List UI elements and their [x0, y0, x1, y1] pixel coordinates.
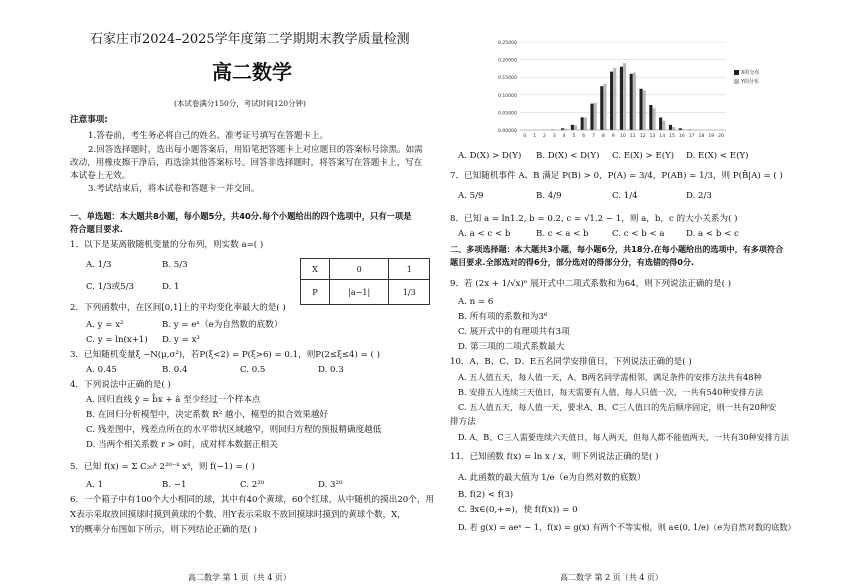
y-tick-label: 0.05000 [498, 111, 517, 117]
x-tick-label: 20 [718, 134, 725, 139]
y-tick-label: 0.20000 [498, 58, 517, 64]
page-footer: 高二数学 第 2 页（共 4 页） [560, 573, 663, 582]
y-tick-label: 0.15000 [498, 76, 517, 82]
x-tick-label: 8 [601, 134, 605, 139]
q2-option-c: C. y = ln(x+1) [86, 335, 148, 345]
page-2 [450, 0, 796, 588]
bar-x [659, 118, 662, 130]
question-3: 3．已知随机变量ξ ~N(μ,σ²)，若P(ξ<2) = P(ξ>6) = 0.1，则P(2≤ξ≤4) = ( ) [70, 350, 380, 360]
x-tick-label: 1 [533, 134, 537, 139]
section1-heading-cont: 符合题目要求. [70, 224, 123, 234]
table-cell: X [301, 259, 330, 280]
bar-x [610, 72, 613, 130]
question-4: 4．下列说法中正确的是( ) [70, 380, 171, 390]
x-tick-label: 7 [592, 134, 596, 139]
q1-option-c: C. 1/3或5/3 [86, 282, 134, 292]
q1-option-d: D. 1 [162, 282, 180, 292]
bar-y [652, 108, 655, 130]
x-tick-label: 11 [629, 134, 636, 139]
y-tick-label: 0.10000 [498, 93, 517, 99]
bar-x [630, 74, 633, 130]
bar-y [584, 117, 587, 130]
q8-option-a: A. a < c < b [458, 229, 511, 239]
x-tick-label: 12 [639, 134, 646, 139]
q1-option-a: A. 1/3 [86, 260, 112, 270]
q2-option-a: A. y = x² [86, 320, 124, 330]
bar-x [669, 125, 672, 130]
q4-option-a: A. 回归直线 ŷ = b̂x + â 至少经过一个样本点 [86, 395, 261, 405]
question-1: 1．以下是某离散随机变量的分布列，则实数 a=( ) [70, 240, 264, 250]
q11-option-a: A. 此函数的最大值为 1/e（e为自然对数的底数） [458, 473, 646, 483]
x-tick-label: 14 [659, 134, 666, 139]
question-6-line: Y的概率分布图如下所示，则下列结论正确的是( ) [70, 525, 257, 535]
q6-option-b: B. D(X) < D(Y) [536, 151, 600, 161]
q10-option-b: B. 安排五人连续三天值日，每天需要有人值，每人只值一次，一共有540种安排方法 [458, 387, 764, 397]
q10-option-a: A. 五人值五天，每人值一天，A、B两名同学需相邻，满足条件的安排方法共有48种 [458, 372, 762, 382]
notice-line: 2.回答选择题时，选出每小题答案后，用铅笔把答题卡上对应题目的答案标号涂黑。如需 [88, 145, 423, 155]
exam-info: (本试卷满分150分，考试时间120分钟) [174, 99, 306, 108]
bar-x [620, 67, 623, 130]
q7-option-d: D. 2/3 [686, 191, 712, 201]
q9-option-b: B. 所有项的系数和为3⁶ [458, 312, 548, 322]
x-tick-label: 3 [552, 134, 556, 139]
table-cell: 1 [389, 259, 430, 280]
distribution-bar-chart [480, 36, 780, 144]
q3-option-a: A. 0.45 [86, 365, 117, 375]
x-tick-label: 5 [572, 134, 576, 139]
q6-option-c: C. E(X) > E(Y) [612, 151, 675, 161]
q7-option-b: B. 4/9 [536, 191, 562, 201]
legend-label: X的分布 [741, 70, 760, 76]
legend-swatch [734, 79, 739, 84]
q11-option-b: B. f(2) < f(3) [458, 490, 514, 500]
q10-option-c: C. 五人值五天，每人值一天，要求A、B、C三人值日的先后顺序固定，则一共有20种安 [458, 402, 777, 412]
q7-option-a: A. 5/9 [458, 191, 484, 201]
q6-option-d: D. E(X) < E(Y) [686, 151, 749, 161]
q8-option-c: C. c < b < a [612, 229, 665, 239]
y-tick-label: 0.00000 [498, 129, 517, 134]
table-cell: 0 [329, 259, 389, 280]
x-tick-label: 18 [698, 134, 705, 139]
q8-option-d: D. a < b < c [686, 229, 739, 239]
distribution-table [300, 258, 430, 305]
question-2: 2．下列函数中，在区间[0,1]上的平均变化率最大的是( ) [70, 303, 286, 313]
notice-line: 改动，用橡皮擦干净后，再选涂其他答案标号。回答非选择题时，将答案写在答题卡上，写在 [70, 158, 423, 168]
table-cell: |a−1| [329, 280, 389, 305]
q3-option-d: D. 0.3 [318, 365, 344, 375]
x-tick-label: 13 [649, 134, 656, 139]
x-tick-label: 4 [562, 134, 566, 139]
bar-x [649, 105, 652, 130]
q10-option-c-cont: 排方法 [450, 417, 476, 427]
legend-label: Y的分布 [741, 79, 760, 85]
question-6-line: 6．一个箱子中有100个大小相同的球，其中有40个黄球，60个红球，从中随机的摸出20个，用 [70, 495, 435, 505]
notice-line: 3.考试结束后，将本试卷和答题卡一并交回。 [88, 184, 260, 194]
x-tick-label: 0 [523, 134, 527, 139]
notice-line: 本试卷上无效。 [70, 171, 131, 181]
x-tick-label: 2 [543, 134, 546, 139]
q6-option-a: A. D(X) > D(Y) [458, 151, 522, 161]
q5-option-a: A. 1 [86, 480, 104, 490]
page-1 [70, 0, 435, 588]
q11-option-c: C. ∃x∈(0,+∞)，使 f(f(x)) = 0 [458, 505, 578, 515]
bar-y [643, 90, 646, 130]
x-tick-label: 6 [582, 134, 586, 139]
bar-x [581, 117, 584, 130]
question-7: 7．已知随机事件 A、B 满足 P(B) > 0，P(A) = 3/4，P(AB) = 1/3，则 P(B̄|A) = ( ) [450, 171, 783, 181]
bar-y [613, 68, 616, 130]
bar-y [603, 84, 606, 130]
section2-heading: 二、多项选择题：本大题共3小题，每小题6分，共18分.在每小题给出的选项中，有多项符合 [450, 244, 784, 254]
q9-option-d: D. 第三项的二项式系数最大 [458, 342, 565, 352]
exam-header-title: 石家庄市2024–2025学年度第二学期期末教学质量检测 [90, 32, 410, 47]
bar-y [672, 127, 675, 130]
bar-y [574, 125, 577, 130]
q4-option-d: D. 当两个相关系数 r > 0时，成对样本数据正相关 [86, 440, 278, 450]
x-tick-label: 10 [620, 134, 626, 139]
bar-y [633, 73, 636, 130]
bar-y [662, 121, 665, 130]
q2-option-d: D. y = x³ [162, 335, 200, 345]
notice-line: 1.答卷前，考生务必将自己的姓名、准考证号填写在答题卡上。 [88, 131, 329, 141]
question-8: 8．已知 a = ln1.2, b = 0.2, c = √1.2 − 1，则 a，b，c 的大小关系为( ) [450, 214, 738, 224]
question-11: 11．已知函数 f(x) = ln x / x，则下列说法正确的是( ) [450, 452, 659, 462]
q5-option-b: B. −1 [162, 480, 187, 490]
bar-x [571, 125, 574, 130]
question-6-line: X表示采取放回摸球时摸到黄球的个数，用Y表示采取不放回摸球时摸到的黄球个数，X， [70, 510, 406, 520]
section1-heading: 一、单选题：本大题共8小题，每小题5分，共40分.每个小题给出的四个选项中，只有一项是 [70, 211, 412, 221]
question-10: 10．A、B、C、D、E五名同学安排值日，下列说法正确的是( ) [450, 357, 692, 367]
q5-option-c: C. 2²⁰ [240, 480, 265, 490]
bar-x [590, 104, 593, 130]
bar-x [600, 86, 603, 130]
x-tick-label: 17 [688, 134, 695, 139]
q4-option-b: B. 在回归分析模型中，决定系数 R² 越小，模型的拟合效果越好 [86, 410, 329, 420]
y-tick-label: 0.25000 [498, 41, 517, 46]
page-footer: 高二数学 第 1 页（共 4 页） [188, 573, 291, 582]
x-tick-label: 16 [678, 134, 685, 139]
q9-option-c: C. 展开式中的有理项共有3项 [458, 327, 570, 337]
question-9: 9．若 (2x + 1/√x)ⁿ 展开式中二项式系数和为64，则下列说法正确的是( ) [450, 279, 732, 289]
q3-option-c: C. 0.5 [240, 365, 266, 375]
q10-option-d: D. A、B、C三人需要连续六天值日，每人两天，但每人都不能值两天，一共有30种安排方法 [458, 432, 790, 442]
q1-option-b: B. 5/3 [162, 260, 188, 270]
x-tick-label: 9 [611, 134, 615, 139]
q5-option-d: D. 3²⁰ [318, 480, 343, 490]
subject-title: 高二数学 [212, 60, 292, 84]
notice-heading: 注意事项: [70, 115, 108, 125]
section2-heading-cont: 题目要求.全部选对的得6分，部分选对的得部分分，有选错的得0分. [450, 257, 695, 267]
q2-option-b: B. y = eˣ（e为自然数的底数） [162, 320, 283, 330]
q11-option-d: D. 若 g(x) = aeˣ − 1，f(x) = g(x) 有两个不等实根，则 a∈(0, 1/e)（e为自然对数的底数） [458, 522, 796, 532]
table-cell: P [301, 280, 330, 305]
bar-y [594, 103, 597, 130]
bar-x [639, 89, 642, 130]
table-cell: 1/3 [389, 280, 430, 305]
q3-option-b: B. 0.4 [162, 365, 188, 375]
q4-option-c: C. 残差图中，残差点所在的水平带状区域越窄，则回归方程的预报精确度越低 [86, 425, 382, 435]
legend-swatch [734, 70, 739, 75]
bar-y [623, 63, 626, 130]
x-tick-label: 19 [708, 134, 715, 139]
x-tick-label: 15 [669, 134, 675, 139]
q7-option-c: C. 1/4 [612, 191, 638, 201]
q9-option-a: A. n = 6 [458, 297, 494, 307]
question-5: 5．已知 f(x) = Σ C₂₀ᵏ 2²⁰⁻ᵏ xᵏ，则 f(−1) = ( ) [70, 462, 255, 472]
q8-option-b: B. c < a < b [536, 229, 589, 239]
